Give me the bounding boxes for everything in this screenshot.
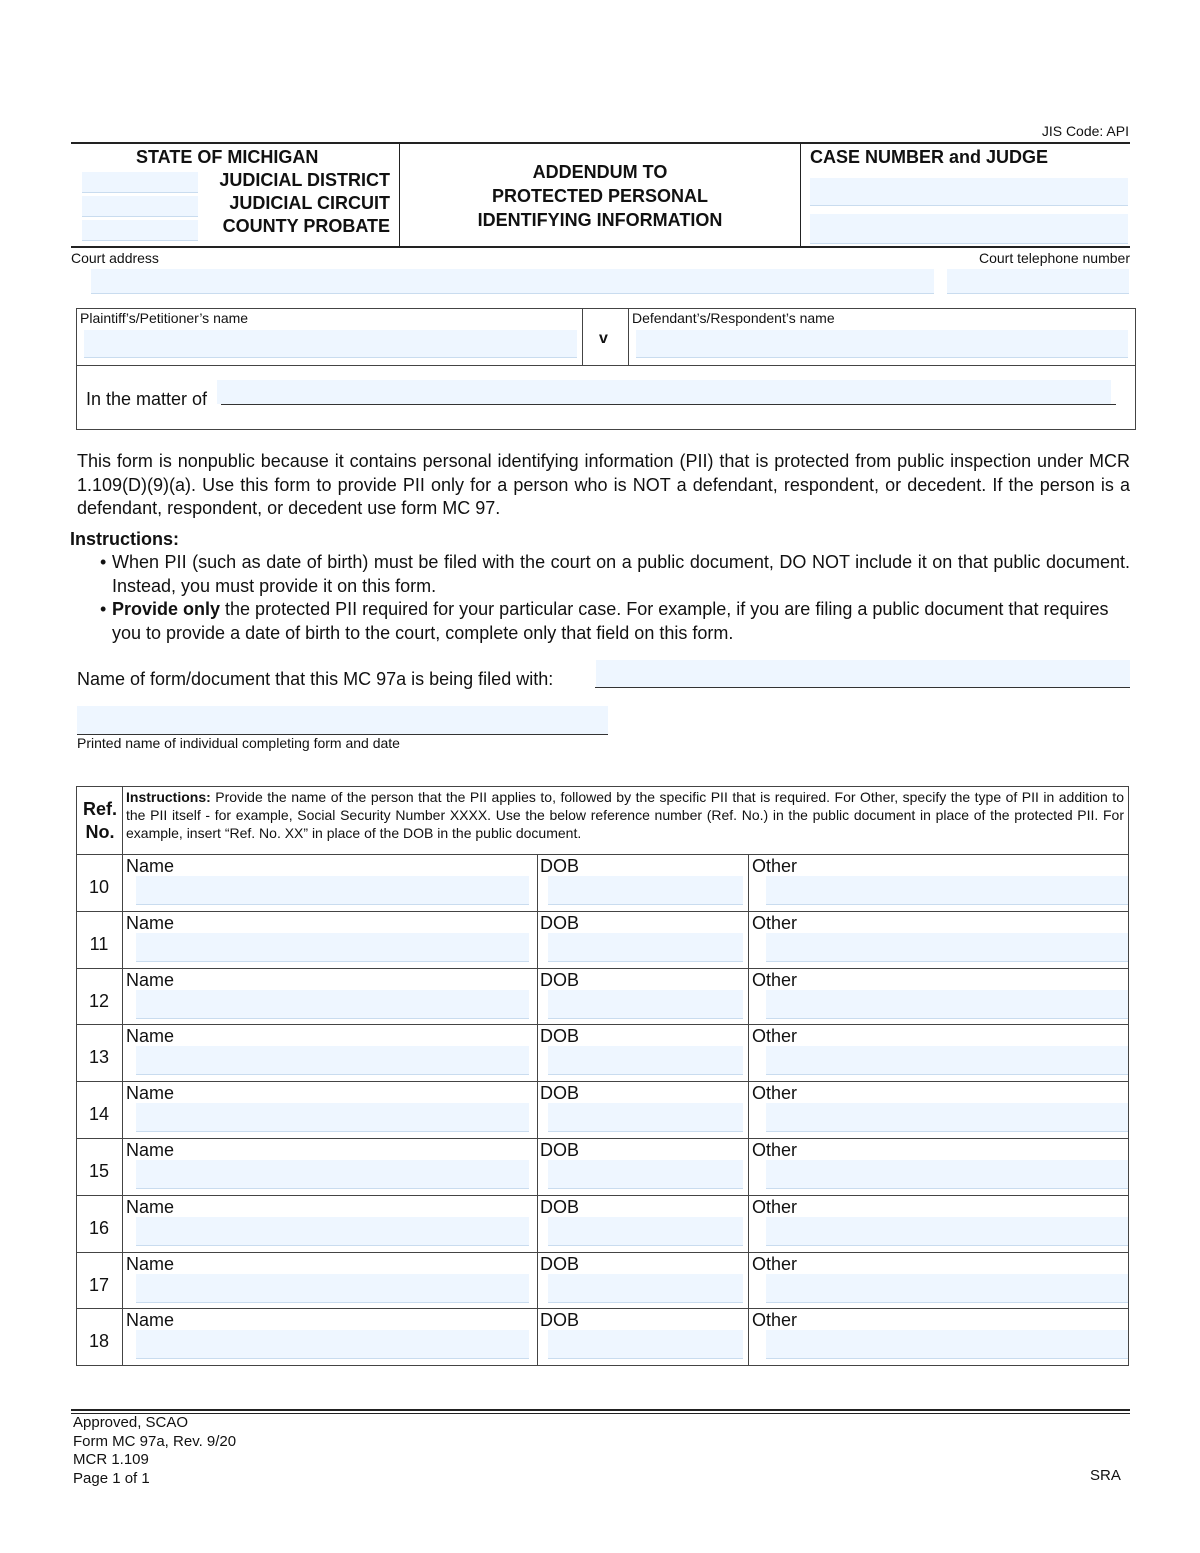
pii-other-column-divider <box>748 1138 749 1195</box>
judicial-district-field[interactable] <box>82 172 198 193</box>
pii-dob-column-divider <box>537 1024 538 1081</box>
pii-other-column-divider <box>748 911 749 968</box>
pii-name-field[interactable] <box>136 1330 529 1359</box>
court-address-field[interactable] <box>91 269 934 294</box>
pii-ref-number: 15 <box>88 1161 110 1181</box>
pii-other-column-divider <box>748 1081 749 1138</box>
pii-name-field[interactable] <box>136 1046 529 1075</box>
pii-other-field[interactable] <box>766 876 1128 905</box>
pii-other-field[interactable] <box>766 990 1128 1019</box>
pii-ref-number: 13 <box>88 1047 110 1068</box>
pii-other-label: Other <box>752 1140 798 1160</box>
pii-dob-field[interactable] <box>548 933 743 962</box>
matter-label: In the matter of <box>86 389 208 409</box>
header-divider-right <box>800 143 801 247</box>
plaintiff-name-label: Plaintiff’s/Petitioner’s name <box>80 310 249 326</box>
pii-dob-field[interactable] <box>548 1217 743 1246</box>
case-number-label: CASE NUMBER and JUDGE <box>810 147 1049 167</box>
versus-label: v <box>599 330 608 347</box>
pii-dob-label: DOB <box>540 912 580 933</box>
pii-other-field[interactable] <box>766 1330 1128 1359</box>
printed-name-field[interactable] <box>77 706 608 734</box>
form-name-underline <box>595 687 1130 688</box>
pii-table-instructions <box>126 788 1124 842</box>
pii-name-label: Name <box>126 1026 175 1047</box>
pii-dob-field[interactable] <box>548 1046 743 1075</box>
judicial-circuit-label: JUDICIAL CIRCUIT <box>229 193 390 213</box>
pii-dob-label: DOB <box>540 1083 580 1104</box>
form-title-line-3: IDENTIFYING INFORMATION <box>477 210 723 230</box>
pii-row-divider <box>76 1195 1129 1196</box>
pii-other-column-divider <box>748 1024 749 1081</box>
form-title-line-2: PROTECTED PERSONAL <box>491 186 709 206</box>
pii-name-field[interactable] <box>136 990 529 1019</box>
court-address-label: Court address <box>71 250 159 266</box>
court-telephone-label: Court telephone number <box>979 250 1130 266</box>
pii-name-field[interactable] <box>136 1160 529 1189</box>
ref-no-header <box>78 798 122 844</box>
pii-other-column-divider <box>748 1195 749 1252</box>
pii-row-divider <box>76 1252 1129 1253</box>
pii-dob-column-divider <box>537 1081 538 1138</box>
footer-info <box>73 1414 236 1488</box>
form-name-field[interactable] <box>596 660 1130 687</box>
pii-name-label: Name <box>126 856 175 876</box>
parties-box <box>76 308 1136 430</box>
matter-underline <box>221 404 1116 405</box>
pii-other-column-divider <box>748 968 749 1025</box>
pii-ref-column-divider <box>122 786 123 1366</box>
form-name-label: Name of form/document that this MC 97a is being filed with: <box>77 669 554 689</box>
pii-row-divider <box>76 854 1129 855</box>
pii-dob-field[interactable] <box>548 1103 743 1132</box>
pii-dob-label: DOB <box>540 856 580 876</box>
pii-name-label: Name <box>126 1253 175 1274</box>
pii-dob-label: DOB <box>540 1310 580 1331</box>
instructions-heading: Instructions: <box>70 529 180 549</box>
pii-other-field[interactable] <box>766 1160 1128 1189</box>
pii-ref-number: 14 <box>88 1104 110 1125</box>
pii-other-column-divider <box>748 1252 749 1309</box>
instruction-bullet-2-text: the protected PII required for your particular case. For example, if you are filing a public document that requires you to provide a date of birth to the court, complete only that field on this form. <box>112 599 1109 643</box>
footer-sra: SRA <box>1090 1467 1121 1484</box>
footer-page-number: Page 1 of 1 <box>73 1469 150 1487</box>
pii-dob-field[interactable] <box>548 1160 743 1189</box>
defendant-name-label: Defendant’s/Respondent’s name <box>632 310 835 326</box>
pii-other-label: Other <box>752 912 798 933</box>
pii-name-label: Name <box>126 1196 175 1217</box>
form-title <box>400 160 800 232</box>
pii-other-label: Other <box>752 1196 798 1217</box>
pii-table-instructions-text: Provide the name of the person that the PII applies to, followed by the specific PII that is required. For Other, specify the type of PII in addition to the PII itself - for example, Social Security Number XXXX. Use the below reference number (Ref. No.) in the public document in place of the protected PII. For example, insert “Ref. No. XX” in place of the DOB in the public document. <box>126 789 1124 841</box>
pii-dob-field[interactable] <box>548 990 743 1019</box>
pii-other-label: Other <box>752 1083 798 1104</box>
pii-other-column-divider <box>748 1308 749 1365</box>
pii-other-field[interactable] <box>766 1103 1128 1132</box>
pii-other-label: Other <box>752 856 798 876</box>
parties-rule <box>76 365 1135 366</box>
judicial-circuit-field[interactable] <box>82 196 198 217</box>
pii-dob-label: DOB <box>540 969 580 990</box>
pii-dob-field[interactable] <box>548 1330 743 1359</box>
pii-row-divider <box>76 1308 1129 1309</box>
pii-other-label: Other <box>752 1026 798 1047</box>
pii-name-label: Name <box>126 1310 175 1331</box>
parties-divider-1 <box>582 308 583 365</box>
pii-other-column-divider <box>748 854 749 911</box>
jis-code: JIS Code: API <box>1041 123 1129 139</box>
judicial-district-label: JUDICIAL DISTRICT <box>219 170 390 190</box>
header-bottom-rule <box>71 246 1130 248</box>
county-probate-label: COUNTY PROBATE <box>222 216 390 236</box>
pii-other-field[interactable] <box>766 1046 1128 1075</box>
pii-ref-number: 10 <box>88 877 110 897</box>
pii-dob-column-divider <box>537 968 538 1025</box>
pii-dob-column-divider <box>537 1252 538 1309</box>
pii-ref-number: 12 <box>88 990 110 1011</box>
pii-dob-label: DOB <box>540 1196 580 1217</box>
instruction-bullet-1: • When PII (such as date of birth) must be filed with the court on a public document, DO NOT include it on that public document. Instead, you must provide it on this form. <box>100 551 1130 598</box>
pii-name-label: Name <box>126 912 175 933</box>
pii-name-field[interactable] <box>136 1217 529 1246</box>
case-number-field[interactable] <box>810 178 1128 206</box>
court-telephone-field[interactable] <box>947 269 1129 294</box>
pii-dob-column-divider <box>537 854 538 911</box>
pii-other-field[interactable] <box>766 1217 1128 1246</box>
nonpublic-notice: This form is nonpublic because it contains personal identifying information (PII) that is protected from public inspection under MCR 1.109(D)(9)(a). Use this form to provide PII only for a person who is NOT a defendant, respondent, or decedent. If the person is a defendant, respondent, or decedent use form MC 97. <box>77 451 1130 518</box>
pii-dob-label: DOB <box>540 1026 580 1047</box>
pii-name-field[interactable] <box>136 933 529 962</box>
printed-name-label: Printed name of individual completing form and date <box>77 735 400 751</box>
matter-field[interactable] <box>217 380 1111 404</box>
instruction-bullet-2: • Provide only the protected PII required for your particular case. For example, if you are filing a public document that requires you to provide a date of birth to the court, complete only that field on this form. <box>100 599 1109 643</box>
pii-other-label: Other <box>752 1310 798 1331</box>
pii-dob-column-divider <box>537 1138 538 1195</box>
pii-other-label: Other <box>752 969 798 990</box>
pii-ref-number: 18 <box>88 1331 110 1352</box>
pii-dob-column-divider <box>537 911 538 968</box>
pii-table-instructions-heading: Instructions: <box>126 789 211 805</box>
pii-name-label: Name <box>126 969 175 990</box>
parties-divider-2 <box>628 308 629 365</box>
pii-other-label: Other <box>752 1253 798 1274</box>
footer-form-number: Form MC 97a, Rev. 9/20 <box>73 1432 237 1450</box>
pii-dob-column-divider <box>537 1195 538 1252</box>
pii-row-divider <box>76 968 1129 969</box>
plaintiff-name-field[interactable] <box>84 330 577 358</box>
footer-rule-thick <box>71 1409 1130 1411</box>
county-probate-field[interactable] <box>82 220 198 241</box>
pii-dob-field[interactable] <box>548 1274 743 1303</box>
instruction-bullet-2-emphasis: Provide only <box>112 599 221 619</box>
ref-header-line-1: Ref. <box>82 799 117 819</box>
pii-dob-label: DOB <box>540 1253 580 1274</box>
ref-header-line-2: No. <box>85 822 115 842</box>
pii-row-divider <box>76 1024 1129 1025</box>
state-label: STATE OF MICHIGAN <box>136 147 319 167</box>
pii-dob-label: DOB <box>540 1140 580 1160</box>
header-top-rule <box>71 142 1130 144</box>
pii-name-label: Name <box>126 1140 175 1160</box>
pii-other-field[interactable] <box>766 933 1128 962</box>
pii-name-field[interactable] <box>136 876 529 905</box>
pii-row-divider <box>76 911 1129 912</box>
pii-other-field[interactable] <box>766 1274 1128 1303</box>
judge-field[interactable] <box>810 214 1128 244</box>
pii-dob-field[interactable] <box>548 876 743 905</box>
pii-ref-number: 11 <box>89 933 109 954</box>
pii-name-field[interactable] <box>136 1274 529 1303</box>
pii-name-label: Name <box>126 1083 175 1104</box>
instruction-bullet-1-text: When PII (such as date of birth) must be filed with the court on a public document, DO NOT include it on that public document. Instead, you must provide it on this form. <box>112 552 1130 596</box>
pii-row-divider <box>76 1081 1129 1082</box>
pii-dob-column-divider <box>537 1308 538 1365</box>
pii-row-divider <box>76 1138 1129 1139</box>
defendant-name-field[interactable] <box>636 330 1128 358</box>
footer-rule-reference: MCR 1.109 <box>73 1451 149 1468</box>
form-title-line-1: ADDENDUM TO <box>532 162 668 182</box>
pii-ref-number: 16 <box>88 1217 110 1238</box>
footer-approved: Approved, SCAO <box>73 1414 189 1431</box>
pii-name-field[interactable] <box>136 1103 529 1132</box>
pii-ref-number: 17 <box>88 1274 110 1295</box>
